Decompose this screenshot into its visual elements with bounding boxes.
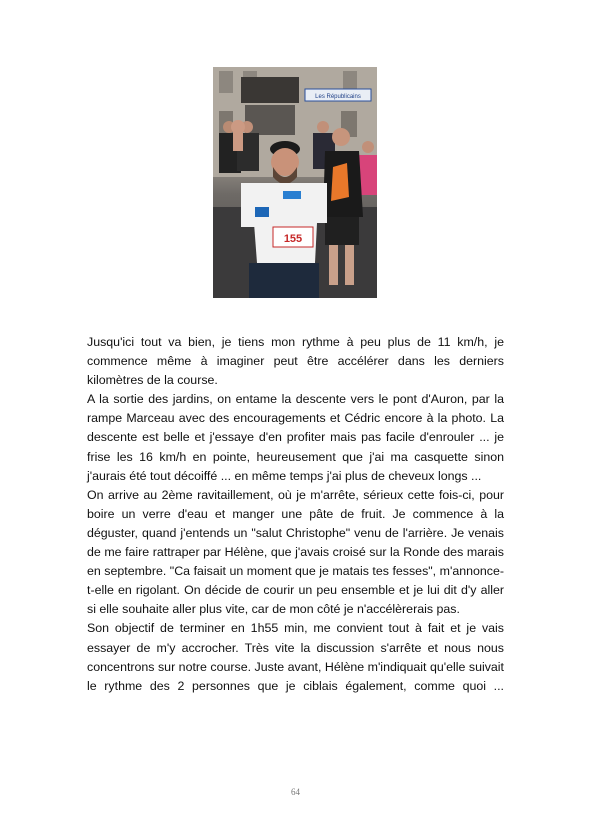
- bib-number: 155: [283, 233, 303, 245]
- runners-photo: [213, 67, 377, 298]
- page-number: 64: [291, 787, 300, 797]
- runners-photo-illustration: [213, 67, 377, 298]
- banner-text: Les Républicains: [315, 94, 361, 100]
- paragraph: A la sortie des jardins, on entame la descente vers le pont d'Auron, par la rampe Marceau avec des encouragements et Cédric encore à la photo. La descente est belle et j'essaye d'en profiter mais pas facile d'enrouler ... je frise les 16 km/h en pointe, heureusement que j'ai ma casquette sinon j'aurais été tout décoiffé ... en même temps j'ai plus de cheveux longs ...: [87, 392, 504, 483]
- paragraph: On arrive au 2ème ravitaillement, où je m'arrête, sérieux cette fois-ci, pour boire un verre d'eau et manger une pâte de fruit. Je commence à la déguster, quand j'entends un "salut Christophe" venu de l'arrière. Je venais de me faire rattraper par Hélène, que j'avais croisé sur la Ronde des marais en septembre. "Ca faisait un moment que je matais tes fesses", m'annonce-t-elle en rigolant. On décide de courir un peu ensemble et je lui dit d'y aller si elle souhaite aller plus vite, car de mon côté je n'accélèrerais pas.: [87, 487, 504, 617]
- body-text: [87, 333, 504, 696]
- paragraph: Son objectif de terminer en 1h55 min, me convient tout à fait et je vais essayer de m'y accrocher. Très vite la discussion s'arrête et nous nous concentrons sur notre course. Juste avant, Hélène m'indiquait qu'elle suivait le rythme des 2 personnes que je ciblais également, comme quoi ...: [87, 621, 504, 693]
- paragraph: Jusqu'ici tout va bien, je tiens mon rythme à peu plus de 11 km/h, je commence même à imaginer peut être accélérer dans les derniers kilomètres de la course.: [87, 335, 504, 388]
